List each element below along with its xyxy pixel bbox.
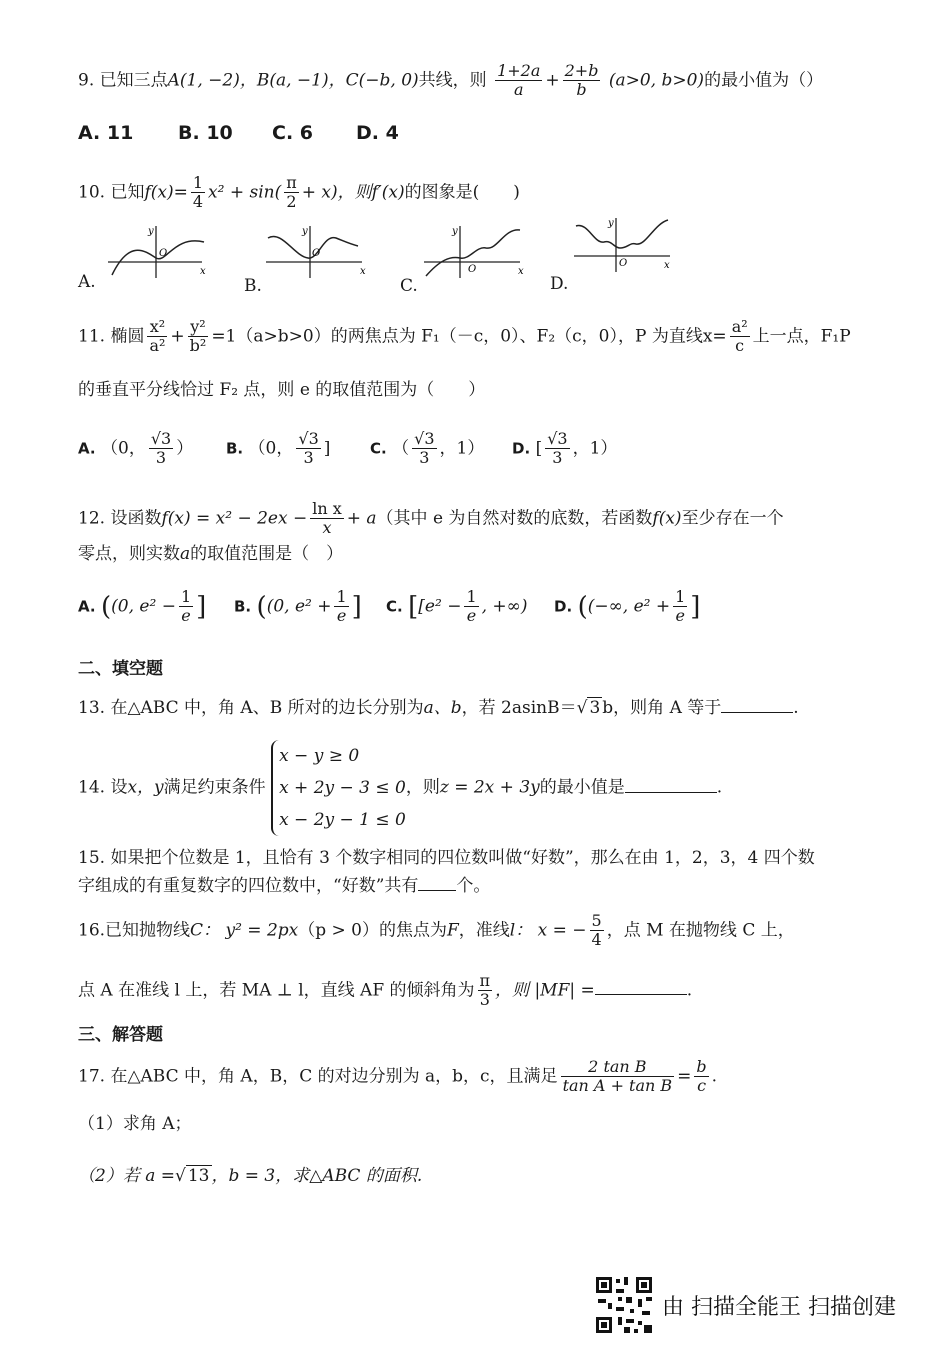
question-12-line2 bbox=[78, 542, 343, 566]
fraction bbox=[412, 430, 436, 468]
question-14: 14. 设x，y满足约束条件 x − y ≥ 0 x + 2y − 3 ≤ 0 x − 2y − 1 ≤ 0 ，则z = 2x + 3y的最小值是 . bbox=[78, 740, 722, 836]
denominator: e bbox=[336, 606, 347, 626]
text: ，则 |MF| = bbox=[495, 980, 595, 1001]
denominator: 3 bbox=[303, 448, 314, 468]
answer-blank[interactable] bbox=[595, 978, 687, 995]
plus: + bbox=[545, 70, 560, 91]
text: ] bbox=[351, 591, 362, 622]
option-label: A. bbox=[78, 597, 96, 616]
origin-label: O bbox=[159, 248, 168, 259]
numerator: π bbox=[479, 971, 491, 990]
axis-x-label: x bbox=[664, 260, 670, 271]
numerator: 1 bbox=[466, 587, 477, 606]
axis-y-label: y bbox=[302, 226, 308, 237]
answer-blank[interactable] bbox=[721, 696, 793, 713]
axis-y-label: y bbox=[148, 226, 154, 237]
text: 的图象是( ) bbox=[404, 182, 520, 203]
numerator: √3 bbox=[547, 429, 568, 448]
text: 设函数 bbox=[110, 508, 162, 529]
constraint: x − 2y − 1 ≤ 0 bbox=[279, 810, 406, 830]
option-c: C. 6 bbox=[272, 122, 313, 144]
question-number: 15. bbox=[78, 848, 106, 868]
axis-x-label: x bbox=[360, 266, 366, 277]
answer-blank[interactable] bbox=[625, 776, 717, 793]
text: x= bbox=[702, 326, 727, 347]
text: 如果把个位数是 1，且恰有 3 个数字相同的四位数叫做“好数”，那么在由 1，2，3，4 四个数 bbox=[110, 848, 815, 868]
question-16-line2: 点 A 在准线 l 上，若 MA ⊥ l，直线 AF 的倾斜角为 $\frac{\pi}{3}$ ，则 |MF| = . bbox=[78, 971, 693, 1010]
text: 零点，则实数 bbox=[78, 544, 180, 564]
plus: + bbox=[170, 326, 185, 347]
graph-d bbox=[570, 214, 680, 274]
denominator: x bbox=[322, 518, 332, 538]
denominator: e bbox=[675, 606, 685, 626]
text: 的最小值为（） bbox=[704, 70, 824, 91]
text: （ bbox=[392, 438, 410, 459]
q12-option-c: C. [[e² − $\frac{1}{e}$ , +∞) bbox=[386, 587, 528, 626]
condition: (a>0, b>0) bbox=[608, 70, 705, 91]
numerator: √3 bbox=[298, 429, 319, 448]
question-number: 14. bbox=[78, 777, 106, 798]
numerator: 1+2a bbox=[497, 61, 541, 80]
function: f(x) bbox=[652, 508, 682, 529]
option-label: A. bbox=[78, 439, 96, 458]
q11-option-c bbox=[370, 430, 484, 468]
axis-y-label: y bbox=[608, 218, 614, 229]
fraction bbox=[191, 174, 205, 212]
axis-x-label: x bbox=[200, 266, 206, 277]
question-17-part1: （1）求角 A； bbox=[78, 1114, 192, 1134]
text: 在△ABC 中，角 A，B，C 的对边分别为 a，b，c，且满足 bbox=[110, 1066, 558, 1087]
points: A(1, −2)，B(a, −1)，C(−b, 0) bbox=[167, 70, 419, 91]
fraction bbox=[545, 430, 569, 468]
text: ） bbox=[176, 438, 194, 459]
curve-name: C： bbox=[190, 920, 221, 941]
question-17-part2: （2）若 a =√ 13 ，b = 3，求△ABC 的面积. bbox=[78, 1166, 423, 1186]
denominator: a² bbox=[149, 336, 166, 356]
question-12 bbox=[78, 500, 784, 538]
question-number: 9. bbox=[78, 70, 95, 91]
text: （2）若 a = bbox=[78, 1166, 176, 1186]
scanner-watermark: 由 扫描全能王 扫描创建 bbox=[662, 1295, 896, 1320]
sqrt-radicand: 3 bbox=[589, 698, 601, 718]
option-label: D. bbox=[554, 597, 573, 616]
text: （p > 0）的焦点为 bbox=[298, 920, 447, 941]
fraction bbox=[188, 318, 209, 356]
text: b，则角 A 等于 bbox=[602, 698, 722, 718]
denominator: e bbox=[181, 606, 191, 626]
text: + x)，则 bbox=[301, 182, 372, 203]
text: [e² − bbox=[418, 596, 462, 617]
variables: a、b bbox=[423, 698, 462, 718]
text: 字组成的有重复数字的四位数中，“好数”共有 bbox=[78, 876, 419, 896]
q12-option-d: D. ((−∞, e² + $\frac{1}{e}$ ] bbox=[554, 587, 701, 626]
text: ，b = 3，求△ABC 的面积. bbox=[211, 1166, 423, 1186]
text: （其中 e 为自然对数的底数，若函数 bbox=[376, 508, 653, 529]
option-label: B. bbox=[226, 439, 244, 458]
question-13: 13. 在△ABC 中，角 A、B 所对的边长分别为a、b，若 2asinB＝√ 3 b，则角 A 等于 . bbox=[78, 698, 799, 718]
qr-code-icon bbox=[594, 1275, 654, 1335]
focus: F bbox=[446, 920, 459, 941]
origin-label: O bbox=[312, 248, 321, 259]
question-10 bbox=[78, 174, 520, 212]
denominator: 4 bbox=[591, 930, 602, 950]
question-11 bbox=[78, 318, 851, 356]
graph-label-a: A. bbox=[78, 272, 96, 292]
text: + a bbox=[346, 508, 377, 529]
numerator: 1 bbox=[192, 173, 204, 192]
fraction bbox=[478, 972, 493, 1010]
text: 的最小值是 bbox=[539, 777, 625, 798]
directrix: l： bbox=[509, 920, 533, 941]
option-label: C. bbox=[386, 597, 403, 616]
text: （0， bbox=[101, 438, 146, 459]
text: ，点 M 在抛物线 C 上， bbox=[606, 920, 795, 941]
denominator: 4 bbox=[192, 192, 204, 212]
fraction bbox=[730, 318, 750, 356]
denominator: b² bbox=[189, 336, 207, 356]
graph-label-d: D. bbox=[550, 274, 569, 294]
numerator: x² bbox=[147, 318, 167, 337]
fraction bbox=[179, 588, 193, 626]
denominator: 3 bbox=[479, 990, 490, 1010]
text: 椭圆 bbox=[110, 326, 145, 347]
text: , +∞) bbox=[481, 596, 528, 617]
axis-y-label: y bbox=[452, 226, 458, 237]
text: （0， bbox=[248, 438, 294, 459]
text: [ bbox=[535, 438, 543, 459]
text: 设 bbox=[110, 777, 128, 798]
text: 上一点，F₁P bbox=[752, 326, 851, 347]
sqrt-radicand: 13 bbox=[187, 1166, 210, 1186]
denominator: c bbox=[735, 336, 745, 356]
variable: a bbox=[180, 544, 191, 564]
question-number: 11. bbox=[78, 326, 106, 347]
text: 已知三点 bbox=[99, 70, 168, 91]
question-number: 13. bbox=[78, 698, 106, 718]
fraction bbox=[464, 588, 478, 626]
fraction bbox=[673, 588, 687, 626]
numerator: 2 tan B bbox=[561, 1058, 675, 1077]
q12-option-a: A. ((0, e² − $\frac{1}{e}$ ] bbox=[78, 587, 207, 626]
numerator: 2+b bbox=[564, 61, 599, 80]
fraction bbox=[147, 318, 167, 356]
numerator: 5 bbox=[591, 911, 602, 930]
denominator: a bbox=[513, 80, 524, 100]
text: ] bbox=[323, 438, 331, 459]
derivative: f′(x) bbox=[371, 182, 405, 203]
fraction bbox=[590, 912, 604, 950]
option-b: B. 10 bbox=[178, 122, 233, 144]
text: ] bbox=[690, 591, 701, 622]
fraction bbox=[296, 430, 320, 468]
variables: x，y bbox=[127, 777, 164, 798]
period: . bbox=[711, 1066, 718, 1087]
text: ，若 2asinB＝ bbox=[461, 698, 577, 718]
constraint: x − y ≥ 0 bbox=[279, 746, 360, 766]
section-title-solve: 三、解答题 bbox=[78, 1025, 163, 1045]
denominator: b bbox=[576, 80, 587, 100]
fraction bbox=[284, 174, 299, 212]
numerator: 1 bbox=[675, 587, 686, 606]
text: (0, e² − bbox=[111, 596, 176, 617]
numerator: y² bbox=[188, 318, 209, 337]
text: 已知 bbox=[110, 182, 145, 203]
constraint: x + 2y − 3 ≤ 0 bbox=[279, 778, 406, 798]
text: =1（a>b>0）的两焦点为 F₁（－c，0）、F₂（c，0），P 为直线 bbox=[211, 326, 703, 347]
fraction bbox=[694, 1058, 708, 1096]
text: 已知抛物线 bbox=[105, 920, 191, 941]
numerator: π bbox=[286, 173, 297, 192]
numerator: 1 bbox=[180, 587, 192, 606]
question-15-line2 bbox=[78, 874, 490, 898]
option-label: D. bbox=[512, 439, 531, 458]
numerator: √3 bbox=[414, 429, 435, 448]
denominator: 3 bbox=[552, 448, 563, 468]
text: 点 A 在准线 l 上，若 MA ⊥ l，直线 AF 的倾斜角为 bbox=[78, 980, 475, 1001]
equals: = bbox=[677, 1066, 692, 1087]
denominator: e bbox=[466, 606, 477, 626]
q11-option-d bbox=[512, 430, 617, 468]
text: 共线，则 bbox=[418, 70, 487, 91]
fraction bbox=[561, 1058, 675, 1096]
fraction bbox=[495, 62, 542, 100]
option-a: A. 11 bbox=[78, 122, 134, 144]
function: f(x) = x² − 2ex − bbox=[161, 508, 308, 529]
graph-a bbox=[104, 220, 214, 280]
fraction bbox=[310, 500, 344, 538]
option-label: B. bbox=[234, 597, 252, 616]
text: ] bbox=[196, 591, 207, 622]
question-number: 16. bbox=[78, 920, 106, 941]
q11-option-a bbox=[78, 430, 193, 468]
numerator: ln x bbox=[312, 499, 342, 518]
option-d: D. 4 bbox=[356, 122, 399, 144]
q11-option-b bbox=[226, 430, 330, 468]
question-17 bbox=[78, 1058, 717, 1096]
axis-x-label: x bbox=[518, 266, 524, 277]
numerator: √3 bbox=[150, 429, 172, 448]
equation: y² = 2px bbox=[225, 920, 299, 941]
text: 的取值范围是（ ） bbox=[190, 544, 344, 564]
text: ，准线 bbox=[458, 920, 510, 941]
text: x = − bbox=[537, 920, 587, 941]
question-11-line2: 的垂直平分线恰过 F₂ 点，则 e 的取值范围为（ ） bbox=[78, 380, 486, 400]
text: ，1） bbox=[572, 438, 618, 459]
graph-c bbox=[420, 220, 530, 280]
text: 满足约束条件 bbox=[163, 777, 266, 798]
fraction bbox=[334, 588, 348, 626]
origin-label: O bbox=[468, 264, 477, 275]
q12-option-b: B. ((0, e² + $\frac{1}{e}$ ] bbox=[234, 587, 362, 626]
text: 个。 bbox=[456, 876, 491, 896]
graph-label-b: B. bbox=[244, 276, 262, 296]
numerator: 1 bbox=[336, 587, 347, 606]
denominator: c bbox=[697, 1076, 707, 1096]
question-number: 17. bbox=[78, 1066, 106, 1087]
numerator: b bbox=[696, 1057, 707, 1076]
question-15 bbox=[78, 846, 815, 870]
numerator: a² bbox=[731, 317, 748, 336]
constraint-system bbox=[271, 740, 406, 836]
text: ，1） bbox=[439, 438, 485, 459]
fraction bbox=[149, 430, 173, 468]
fraction bbox=[563, 62, 601, 100]
denominator: 2 bbox=[286, 192, 297, 212]
text: 在△ABC 中，角 A、B 所对的边长分别为 bbox=[110, 698, 424, 718]
graph-b bbox=[262, 220, 372, 280]
question-number: 10. bbox=[78, 182, 106, 203]
section-title-fill-blank: 二、填空题 bbox=[78, 659, 163, 679]
question-16 bbox=[78, 912, 795, 950]
denominator: 3 bbox=[155, 448, 167, 468]
text: (−∞, e² + bbox=[587, 596, 671, 617]
denominator: 3 bbox=[419, 448, 430, 468]
origin-label: O bbox=[619, 258, 628, 269]
function: f(x)= bbox=[144, 182, 188, 203]
option-label: C. bbox=[370, 439, 387, 458]
text: 至少存在一个 bbox=[681, 508, 784, 529]
text: x² + sin( bbox=[208, 182, 282, 203]
text: (0, e² + bbox=[266, 596, 332, 617]
text: ，则 bbox=[405, 777, 440, 798]
answer-blank[interactable] bbox=[418, 874, 456, 891]
objective: z = 2x + 3y bbox=[439, 777, 540, 798]
question-9 bbox=[78, 62, 823, 100]
graph-label-c: C. bbox=[400, 276, 418, 296]
question-number: 12. bbox=[78, 508, 106, 529]
denominator: tan A + tan B bbox=[562, 1076, 673, 1096]
